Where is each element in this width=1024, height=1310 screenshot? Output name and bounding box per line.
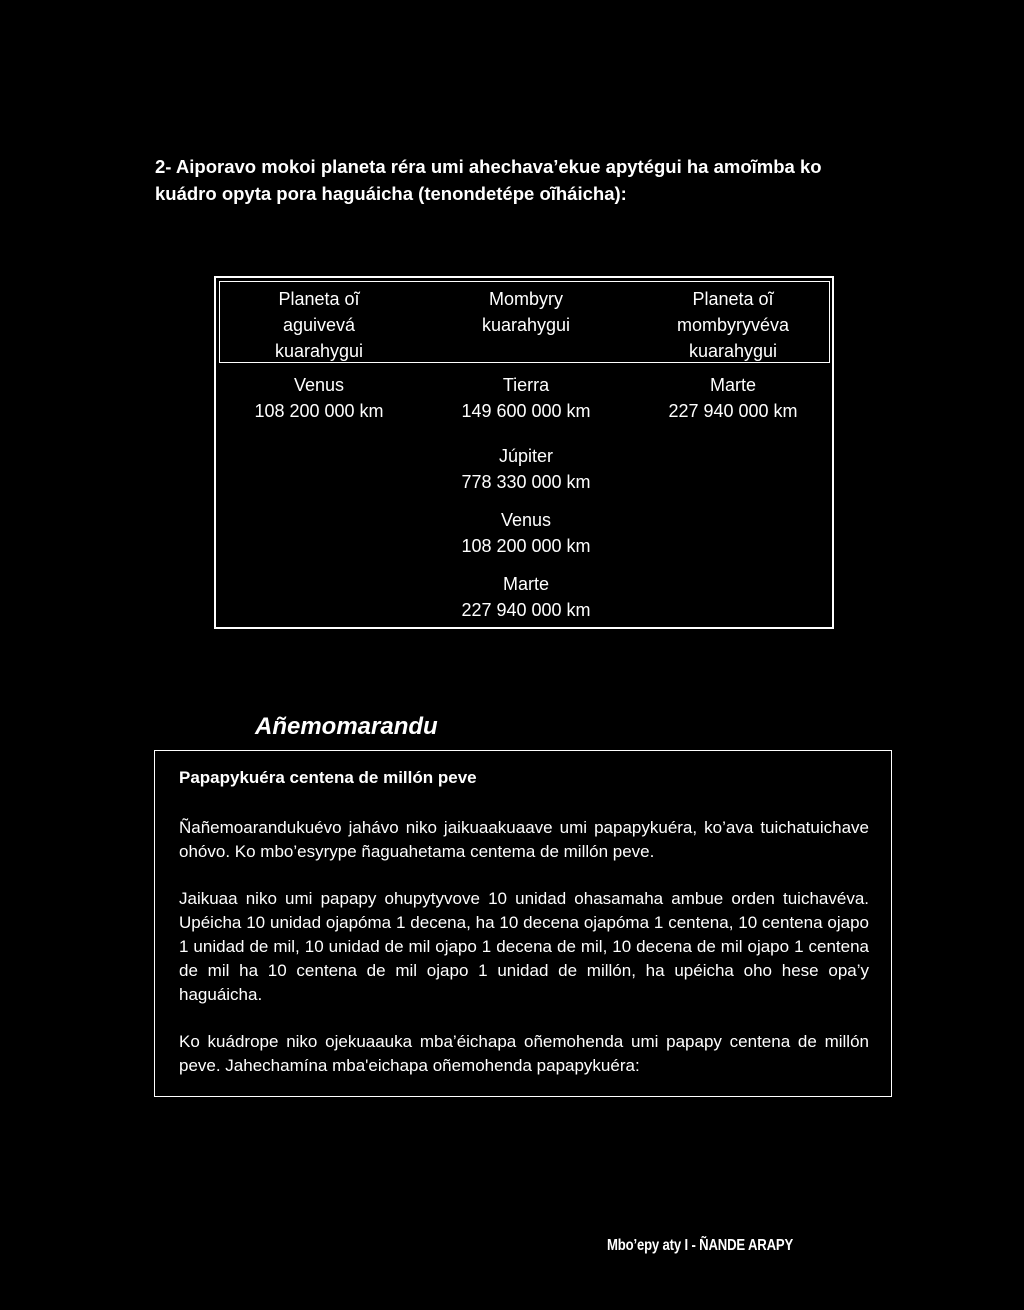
list-item	[423, 571, 629, 623]
table-cell	[630, 372, 836, 424]
planet-name: Marte	[502, 574, 549, 594]
instruction-line: kuádro opyta pora haguáicha (tenondetépe oĩháicha):	[155, 183, 627, 204]
section-title: Añemomarandu	[255, 713, 438, 740]
planet-distance: 108 200 000 km	[461, 536, 591, 556]
planet-distance: 149 600 000 km	[461, 401, 591, 421]
info-paragraph: Ko kuádrope niko ojekuaauka mba’éichapa oñemohenda umi papapy centena de millón peve. Jahechamína mba'eichapa oñemohenda papapykuéra:	[179, 1032, 869, 1075]
planet-name: Júpiter	[498, 446, 554, 466]
header-farthest-planet: Planeta oĩ mombyryvéva kuarahygui	[676, 289, 790, 361]
list-item	[423, 443, 629, 495]
table-cell	[423, 372, 629, 424]
planet-name: Venus	[293, 375, 345, 395]
header-distance-from-sun: Mombyry kuarahygui	[481, 289, 571, 335]
planet-distance: 227 940 000 km	[461, 600, 591, 620]
page-footer: Mbo’epy aty I - ÑANDE ARAPY	[607, 1237, 794, 1254]
planet-options-list	[423, 443, 629, 635]
planet-distance: 108 200 000 km	[254, 401, 384, 421]
planet-distance: 778 330 000 km	[461, 472, 591, 492]
info-paragraph: Jaikuaa niko umi papapy ohupytyvove 10 unidad ohasamaha ambue orden tuichavéva. Upéicha 10 unidad ojapóma 1 decena, ha 10 decena ojapóma 1 centena, 10 centena ojapo 1 unidad de mil, 10 unidad de mil ojapo 1 decena de mil, 10 decena de mil ojapo 1 centena de mil ha 10 centena de mil ojapo 1 unidad de millón, ha upéicha oho hese opa’y haguáicha.	[179, 889, 869, 1004]
header-nearest-planet: Planeta oĩ aguivevá kuarahygui	[274, 289, 364, 361]
info-heading: Papapykuéra centena de millón peve	[179, 768, 477, 787]
planet-name: Marte	[709, 375, 756, 395]
exercise-instruction	[155, 153, 900, 207]
list-item	[423, 507, 629, 559]
info-paragraph: Ñañemoarandukuévo jahávo niko jaikuaakuaave umi papapykuéra, ko’ava tuichatuichave ohóvo. Ko mbo’esyrype ñaguahetama centema de millón peve.	[179, 818, 869, 861]
planet-distance: 227 940 000 km	[668, 401, 798, 421]
table-cell	[216, 372, 422, 424]
instruction-line: 2- Aiporavo mokoi planeta réra umi ahechava’ekue apytégui ha amoĩmba ko	[155, 156, 822, 177]
planet-name: Venus	[500, 510, 552, 530]
planet-distance-table	[214, 276, 834, 629]
planet-name: Tierra	[502, 375, 550, 395]
info-box	[154, 750, 892, 1097]
